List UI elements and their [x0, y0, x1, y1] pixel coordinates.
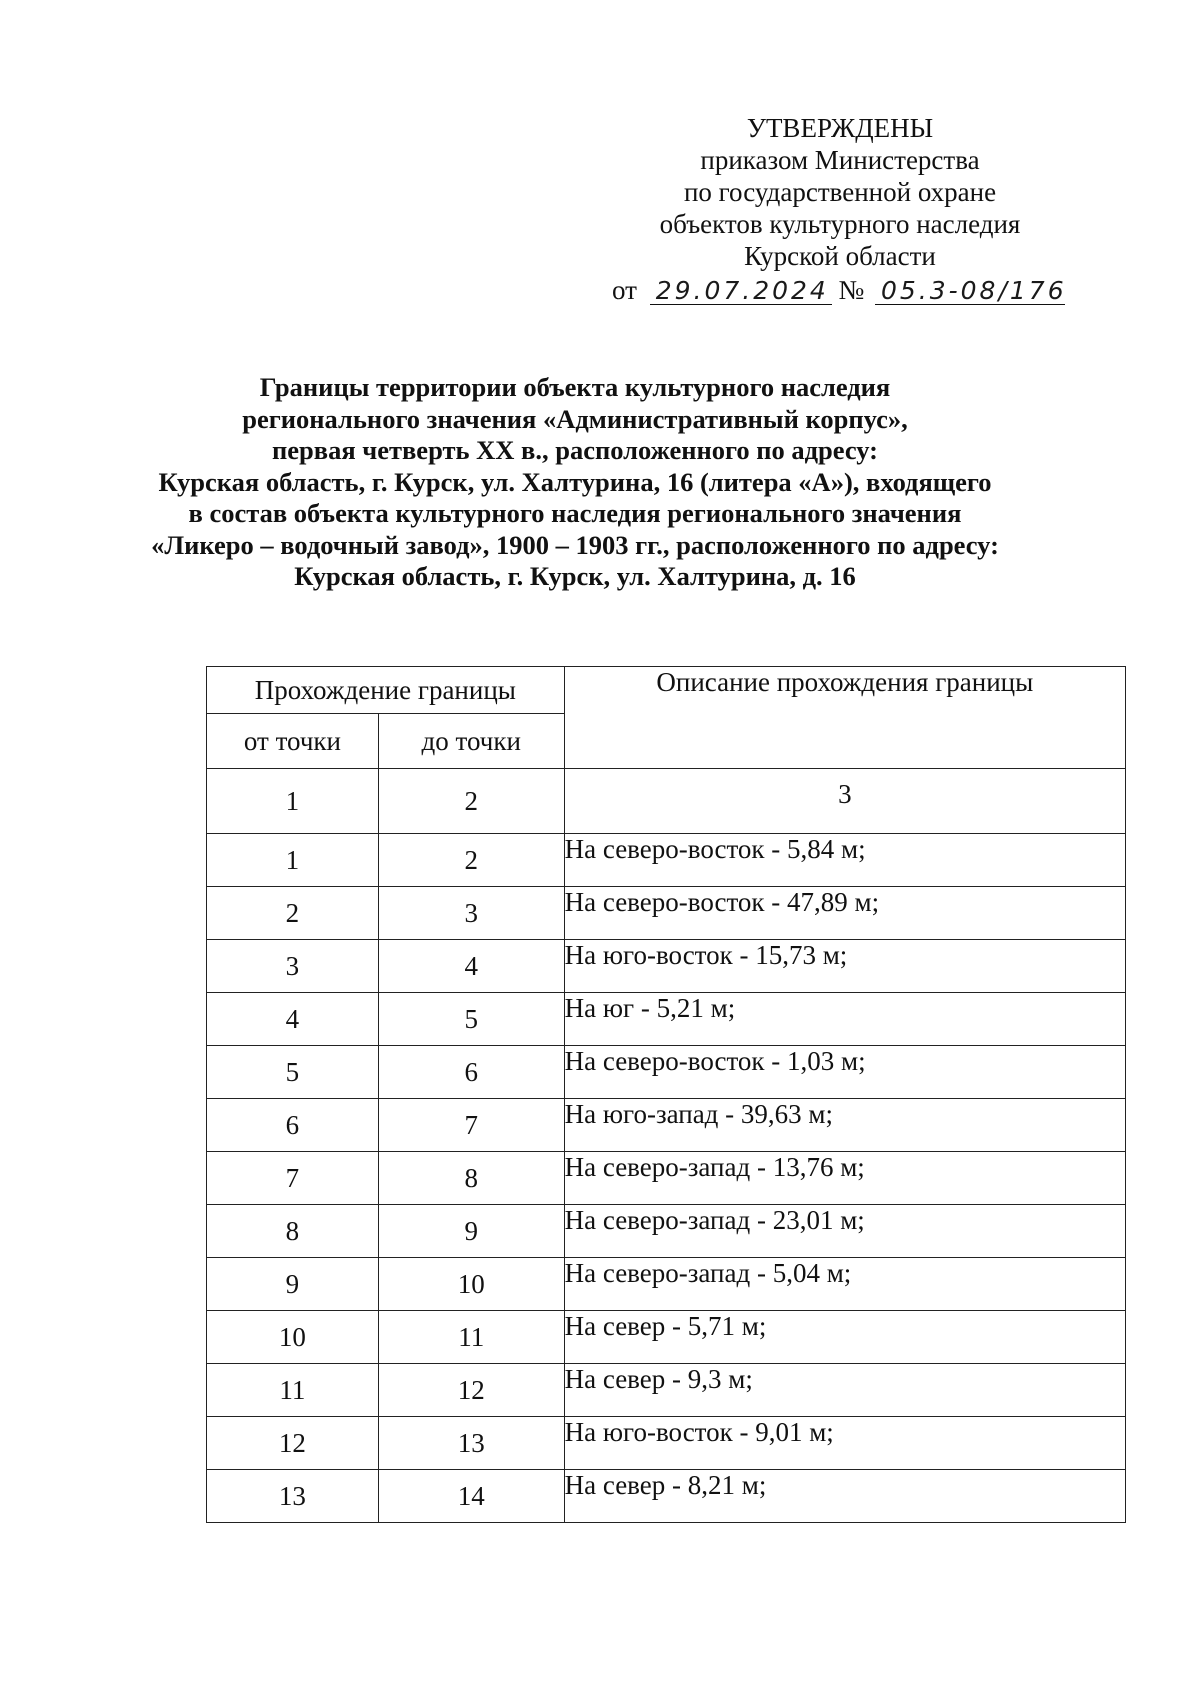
title-line: в состав объекта культурного наследия регионального значения	[188, 498, 962, 528]
table-row	[207, 1417, 1126, 1470]
approval-block	[580, 112, 1100, 306]
from-point-cell: 2	[207, 887, 379, 940]
table-row	[207, 1311, 1126, 1364]
from-point-cell: 10	[207, 1311, 379, 1364]
from-point-cell: 8	[207, 1205, 379, 1258]
order-from-label: от	[612, 275, 637, 305]
description-cell: На северо-восток - 47,89 м;	[564, 887, 1125, 940]
table-row	[207, 1205, 1126, 1258]
table-row	[207, 1470, 1126, 1523]
document-title	[140, 372, 1010, 593]
title-line: Границы территории объекта культурного наследия	[259, 372, 891, 402]
title-line: регионального значения «Административный корпус»,	[242, 403, 908, 434]
header-from-point: от точки	[207, 714, 379, 769]
column-index: 3	[564, 769, 1125, 834]
approval-line: Курской области	[744, 241, 936, 271]
to-point-cell: 11	[378, 1311, 564, 1364]
approval-line: приказом Министерства	[700, 145, 980, 175]
from-point-cell: 12	[207, 1417, 379, 1470]
to-point-cell: 2	[378, 834, 564, 887]
column-index: 1	[207, 769, 379, 834]
approval-line: объектов культурного наследия	[659, 209, 1021, 239]
header-description: Описание прохождения границы	[564, 667, 1125, 769]
from-point-cell: 7	[207, 1152, 379, 1205]
to-point-cell: 9	[378, 1205, 564, 1258]
to-point-cell: 3	[378, 887, 564, 940]
title-line: «Ликеро – водочный завод», 1900 – 1903 гг., расположенного по адресу:	[151, 529, 999, 560]
to-point-cell: 8	[378, 1152, 564, 1205]
approval-line: по государственной охране	[683, 177, 997, 207]
description-cell: На северо-восток - 1,03 м;	[564, 1046, 1125, 1099]
column-index-row	[207, 769, 1126, 834]
order-number-label: №	[838, 275, 865, 305]
description-cell: На юг - 5,21 м;	[564, 993, 1125, 1046]
to-point-cell: 7	[378, 1099, 564, 1152]
title-line: Курская область, г. Курск, ул. Халтурина, 16 (литера «А»), входящего	[158, 466, 992, 497]
description-cell: На север - 5,71 м;	[564, 1311, 1125, 1364]
to-point-cell: 12	[378, 1364, 564, 1417]
order-number: 05.3-08/176	[875, 278, 1065, 305]
title-line: Курская область, г. Курск, ул. Халтурина, д. 16	[294, 561, 856, 591]
header-to-point: до точки	[378, 714, 564, 769]
description-cell: На северо-запад - 5,04 м;	[564, 1258, 1125, 1311]
order-date: 29.07.2024	[650, 278, 832, 305]
to-point-cell: 4	[378, 940, 564, 993]
to-point-cell: 10	[378, 1258, 564, 1311]
description-cell: На северо-восток - 5,84 м;	[564, 834, 1125, 887]
description-cell: На юго-восток - 9,01 м;	[564, 1417, 1125, 1470]
to-point-cell: 14	[378, 1470, 564, 1523]
table-row	[207, 993, 1126, 1046]
description-cell: На север - 9,3 м;	[564, 1364, 1125, 1417]
from-point-cell: 4	[207, 993, 379, 1046]
description-cell: На юго-запад - 39,63 м;	[564, 1099, 1125, 1152]
table-row	[207, 1258, 1126, 1311]
table-row	[207, 834, 1126, 887]
description-cell: На юго-восток - 15,73 м;	[564, 940, 1125, 993]
to-point-cell: 6	[378, 1046, 564, 1099]
order-reference	[580, 274, 1100, 306]
table-row	[207, 1152, 1126, 1205]
to-point-cell: 13	[378, 1417, 564, 1470]
description-cell: На северо-запад - 13,76 м;	[564, 1152, 1125, 1205]
approval-heading: УТВЕРЖДЕНЫ	[746, 113, 934, 143]
column-index: 2	[378, 769, 564, 834]
from-point-cell: 11	[207, 1364, 379, 1417]
boundary-table	[206, 666, 1126, 1523]
header-boundary-passage: Прохождение границы	[207, 667, 565, 714]
description-cell: На северо-запад - 23,01 м;	[564, 1205, 1125, 1258]
from-point-cell: 1	[207, 834, 379, 887]
table-row	[207, 1046, 1126, 1099]
from-point-cell: 9	[207, 1258, 379, 1311]
from-point-cell: 3	[207, 940, 379, 993]
from-point-cell: 5	[207, 1046, 379, 1099]
from-point-cell: 13	[207, 1470, 379, 1523]
table-row	[207, 940, 1126, 993]
table-row	[207, 1364, 1126, 1417]
table-row	[207, 887, 1126, 940]
from-point-cell: 6	[207, 1099, 379, 1152]
table-row	[207, 1099, 1126, 1152]
title-line: первая четверть XX в., расположенного по адресу:	[271, 435, 879, 465]
to-point-cell: 5	[378, 993, 564, 1046]
description-cell: На север - 8,21 м;	[564, 1470, 1125, 1523]
